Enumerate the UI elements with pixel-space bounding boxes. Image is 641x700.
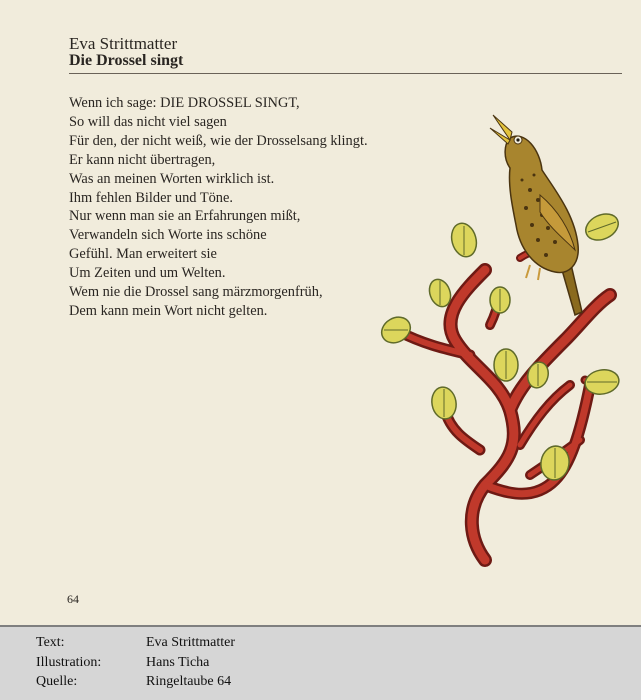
credit-value: Hans Ticha bbox=[146, 655, 210, 670]
poem-text bbox=[69, 94, 368, 321]
author-name: Eva Strittmatter bbox=[69, 34, 178, 53]
credit-value: Ringeltaube 64 bbox=[146, 674, 232, 689]
credit-value: Eva Strittmatter bbox=[146, 635, 236, 650]
poem-line: Um Zeiten und um Welten. bbox=[69, 265, 226, 282]
poem-line: So will das nicht viel sagen bbox=[69, 113, 227, 130]
credit-row-text bbox=[36, 635, 235, 651]
poem-line: Ihm fehlen Bilder und Töne. bbox=[69, 189, 233, 206]
title-rule bbox=[69, 73, 622, 74]
credits-panel bbox=[0, 625, 641, 700]
poem-line: Wem nie die Drossel sang märzmorgenfrüh, bbox=[69, 284, 323, 301]
credit-label: Quelle: bbox=[36, 674, 78, 689]
poem-title: Die Drossel singt bbox=[69, 52, 184, 69]
credit-row-source bbox=[36, 674, 231, 690]
poem-line: Für den, der nicht weiß, wie der Drosselsang klingt. bbox=[69, 132, 368, 149]
poem-line: Wenn ich sage: DIE DROSSEL SINGT, bbox=[69, 95, 300, 111]
poem-line: Gefühl. Man erweitert sie bbox=[69, 246, 217, 263]
poem-line: Verwandeln sich Worte ins schöne bbox=[69, 227, 267, 244]
credit-label: Illustration: bbox=[36, 655, 102, 670]
poem-line: Nur wenn man sie an Erfahrungen mißt, bbox=[69, 208, 301, 225]
poem-line: Was an meinen Worten wirklich ist. bbox=[69, 170, 275, 187]
poem-line: Dem kann mein Wort nicht gelten. bbox=[69, 302, 268, 319]
credit-row-illustration bbox=[36, 655, 209, 671]
page-number: 64 bbox=[67, 592, 79, 606]
credit-label: Text: bbox=[36, 635, 65, 650]
thrush-on-branch-icon bbox=[370, 100, 630, 570]
poem-line: Er kann nicht übertragen, bbox=[69, 151, 216, 168]
